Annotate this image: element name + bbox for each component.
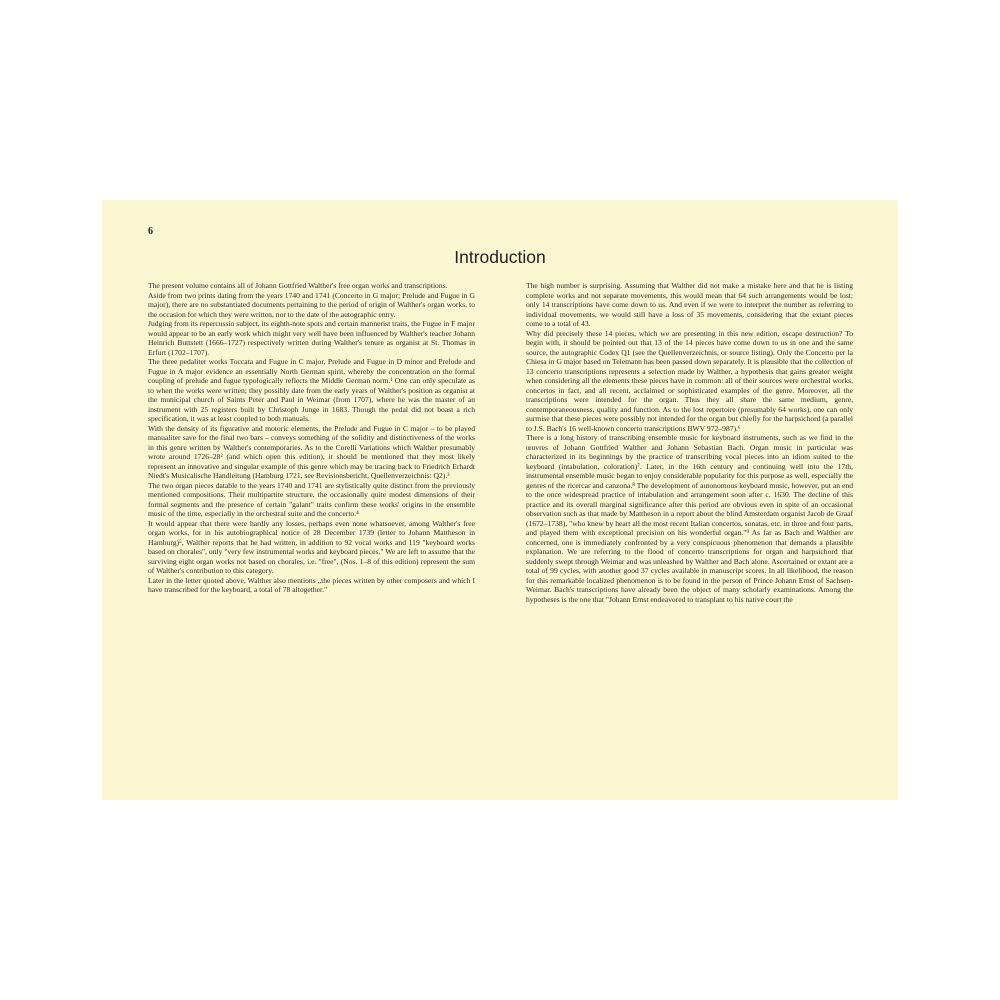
- paragraph: With the density of its figurative and motoric elements, the Prelude and Fugue in C major – to be played manualiter save for the final two bars – conveys something of the solidity and distinctiveness of the works in this genre written by Walther's contemporaries. As to the Corelli Variations which Walther presumably wrote around 1726–28² (and which open this edition), it should be mentioned that they most likely represent an innovative and singular example of this genre which may be tracing back to Friedrich Erhardt Niedt's Musicalische Handleitung (Hamburg 1721, see Revisionsbericht, Quellenverzeichnis: Q2).³: [148, 423, 475, 480]
- paragraph: The high number is surprising. Assuming that Walther did not make a mistake here and that he is listing complete works and not separate movements, this would mean that 64 such arrangements would be lost; only 14 transcriptions have come down to us. And even if we were to interpret the number as referring to individual movements, we would still have a loss of 35 movements, considering that the extant pieces come to a total of 43.: [526, 281, 853, 328]
- paragraph: It would appear that there were hardly any losses, perhaps even none whatsoever, among Walther's free organ works, for in his autobiographical notice of 28 December 1739 (letter to Johann Mattheson in Hamburg)⁵, Walther reports that he had written, in addition to 92 vocal works and 119 "keyboard works based on chorales", only "very few instrumental works and keyboard pieces." We are left to assume that the surviving eight organ works not based on chorales, i.e. "free", (Nos. 1–8 of this edition) represent the sum of Walther's contribution to this category.: [148, 518, 475, 575]
- paragraph: Judging from its repercussio subject, its eighth-note spots and certain mannerist traits, the Fugue in F major would appear to be an early work which might very well have been influenced by Walther's teacher Johann Heinrich Buttstett (1666–1727) respectively written during Walther's tenure as organist at St. Thomas in Erfurt (1702–1707).: [148, 319, 475, 357]
- paragraph: Why did precisely these 14 pieces, which we are presenting in this new edition, escape destruction? To begin with, it should be pointed out that 13 of the 14 pieces have come down to us in one and the same source, the autographic Codex Q1 (see the Quellenverzeichnis, or source listing). Only the Concerto per la Chiesa in G major based on Telemann has been passed down separately. It is plausible that the collection of 13 concerto transcriptions represents a selection made by Walther, a hypothesis that gains greater weight when considering all the elements these pieces have in common: all of their sources were orchestral works, concertos in fact, and all recent, acclaimed or sophisticated examples of the genre. Moreover, all the transcriptions were intended for the organ. Thus they all share the same medium, genre, contemporaneousness, quality and function. As to the lost repertoire (presumably 64 works), one can only surmise that these pieces were possibly not intended for the organ but chiefly for the harpsichord (a parallel to J.S. Bach's 16 well-known concerto transcriptions BWV 972–987).⁶: [526, 328, 853, 433]
- page-title: Introduction: [454, 247, 546, 267]
- paragraph: The present volume contains all of Johann Gottfried Walther's free organ works and transcriptions.: [148, 281, 448, 290]
- paragraph: There is a long history of transcribing ensemble music for keyboard instruments, such as we find in the œuvres of Johann Gottfried Walther and Johann Sebastian Bach. Organ music in particular was characterized in its beginnings by the practice of transcribing vocal pieces into an idiom suited to the keyboard (intabulation, coloration)⁷. Later, in the 16th century and continuing well into the 17th, instrumental ensemble music began to enjoy considerable popularity for this purpose as well, especially the genres of the ricercar and canzona.⁸ The development of autonomous keyboard music, however, put an end to the once widespread practice of intabulation and arrangement soon after c. 1630. The decline of this practice and its overall marginal significance after this period are obvious even in spite of an occasional observation such as that made by Mattheson in a report about the blind Amsterdam organist Jacob de Graaf (1672–1738), "who knew by heart all the most recent Italian concertos, sonatas, etc. in three and four parts, and played them with exceptional precision on his wonderful organ."⁹ As far as Bach and Walther are concerned, one is immediately confronted by a very conspicuous phenomenon that demands a plausible explanation. We are referring to the flood of concerto transcriptions for organ and harpsichord that suddenly swept through Weimar and was unleashed by Walther and Bach alone. Ascertained or extant are a total of 99 cycles, with another good 37 cycles available in manuscript scores. In all likelihood, the reason for this remarkable localized phenomenon is to be found in the person of Prince Johann Ernst of Sachsen-Weimar. Bach's transcriptions have already been the object of many scholarly examinations. Among the hypotheses is the one that "Johann Ernst endeavored to transplant to his native court the: [526, 433, 853, 604]
- right-column: [526, 281, 853, 604]
- book-page: [102, 200, 898, 800]
- paragraph: Aside from two prints dating from the years 1740 and 1741 (Concerto in G major; Prelude and Fugue in G major), there are no substantiated documents pertaining to the period of origin of Walther's organ works, to the occasion for which they were written, nor to the date of the autographic entry.: [148, 290, 475, 319]
- left-column: [148, 281, 475, 595]
- page-number: 6: [148, 226, 153, 237]
- paragraph: The three pedaliter works Toccata and Fugue in C major, Prelude and Fugue in D minor and Prelude and Fugue in A major evidence an essentially North German spirit, whereby the concentration on the formal coupling of prelude and fugue typologically reflects the Middle German norm.¹ One can only speculate as to when the works were written; they possibly date from the early years of Walther's position as organist at the municipal church of Saints Peter and Paul in Weimar (from 1707), where he was the master of an instrument with 25 registers built by Christoph Junge in 1683. Though the pedal did not boast a rich specification, it was at least coupled to both manuals.: [148, 357, 475, 423]
- paragraph: The two organ pieces datable to the years 1740 and 1741 are stylistically quite distinct from the previously mentioned compositions. Their multipartite structure, the occasionally quite modest dimensions of their formal segments and the presence of certain "galant" traits confirm these works' origins in the ensemble music of the time, especially in the orchestral suite and the concerto.⁴: [148, 480, 475, 518]
- paragraph: Later in the letter quoted above, Walther also mentions „the pieces written by other composers and which I have transcribed for the keyboard, a total of 78 altogether.": [148, 575, 475, 594]
